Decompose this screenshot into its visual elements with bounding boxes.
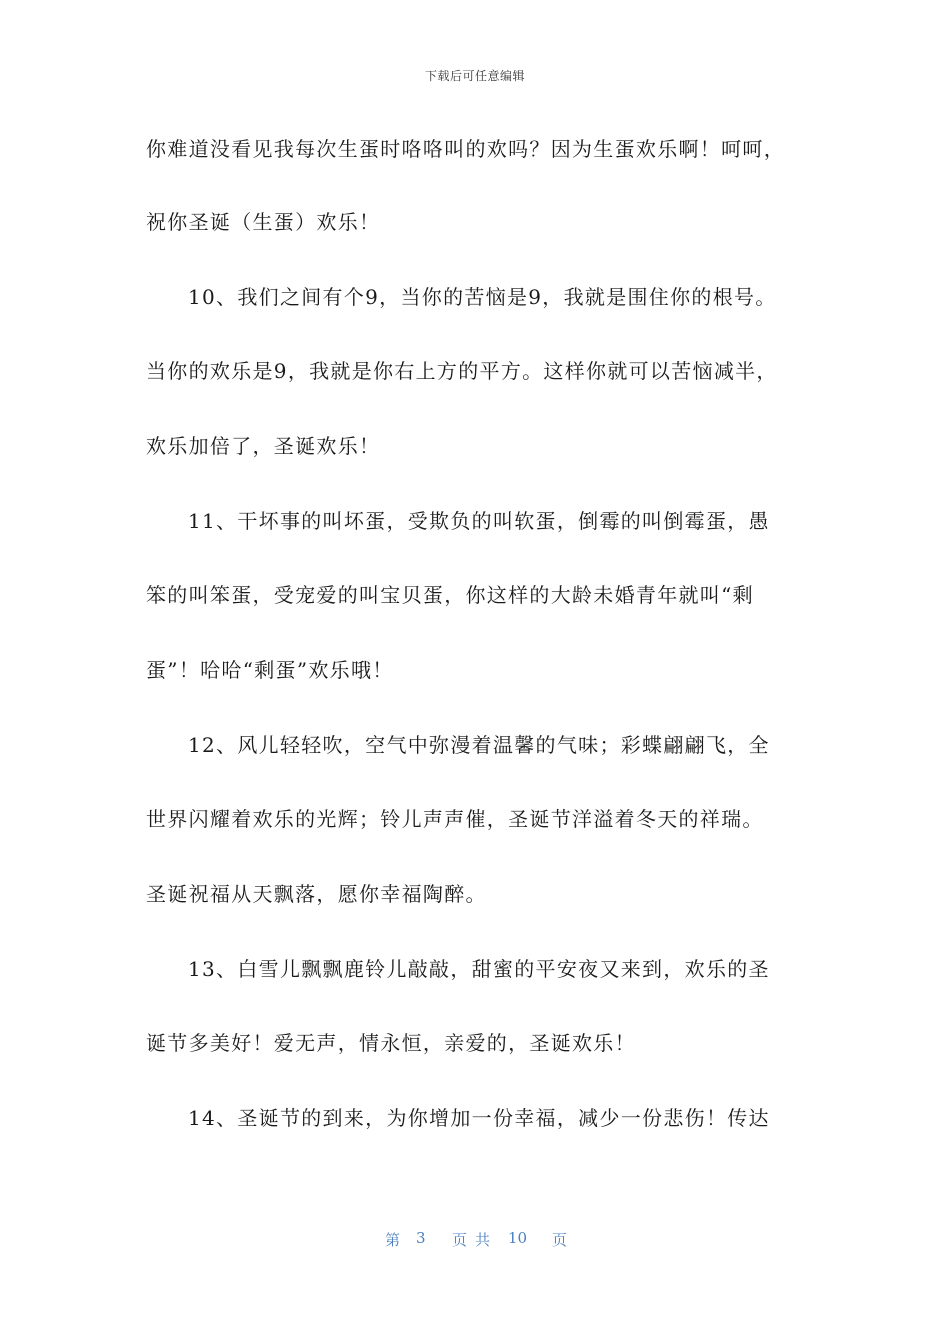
paragraph-line: 笨的叫笨蛋，受宠爱的叫宝贝蛋，你这样的大龄未婚青年就叫“剩 <box>146 583 754 607</box>
current-page-number: 3 <box>416 1229 426 1247</box>
paragraph-line: 祝你圣诞（生蛋）欢乐！ <box>146 210 381 234</box>
paragraph-line: 13、白雪儿飘飘鹿铃儿敲敲，甜蜜的平安夜又来到，欢乐的圣 <box>188 957 770 981</box>
paragraph-line: 10、我们之间有个9，当你的苦恼是9，我就是围住你的根号。 <box>188 285 777 309</box>
page-header-watermark: 下载后可任意编辑 <box>424 69 525 83</box>
paragraph-line: 12、风儿轻轻吹，空气中弥漫着温馨的气味；彩蝶翩翩飞，全 <box>188 733 770 757</box>
paragraph-line: 你难道没看见我每次生蛋时咯咯叫的欢吗？因为生蛋欢乐啊！呵呵， <box>146 137 785 161</box>
page-middle: 页共 <box>452 1231 499 1249</box>
paragraph-line: 11、干坏事的叫坏蛋，受欺负的叫软蛋，倒霉的叫倒霉蛋，愚 <box>188 509 770 533</box>
paragraph-line: 14、圣诞节的到来，为你增加一份幸福，减少一份悲伤！传达 <box>188 1106 770 1130</box>
paragraph-line: 蛋”！哈哈“剩蛋”欢乐哦！ <box>146 658 394 682</box>
paragraph-line: 圣诞祝福从天飘落，愿你幸福陶醉。 <box>146 882 487 906</box>
paragraph-line: 当你的欢乐是9，我就是你右上方的平方。这样你就可以苦恼减半， <box>146 359 778 383</box>
paragraph-line: 世界闪耀着欢乐的光辉；铃儿声声催，圣诞节洋溢着冬天的祥瑞。 <box>146 807 764 831</box>
total-pages-number: 10 <box>508 1229 528 1247</box>
paragraph-line: 诞节多美好！爱无声，情永恒，亲爱的，圣诞欢乐！ <box>146 1031 636 1055</box>
page-prefix: 第 <box>385 1231 401 1249</box>
paragraph-line: 欢乐加倍了，圣诞欢乐！ <box>146 434 381 458</box>
page-suffix: 页 <box>552 1231 568 1249</box>
